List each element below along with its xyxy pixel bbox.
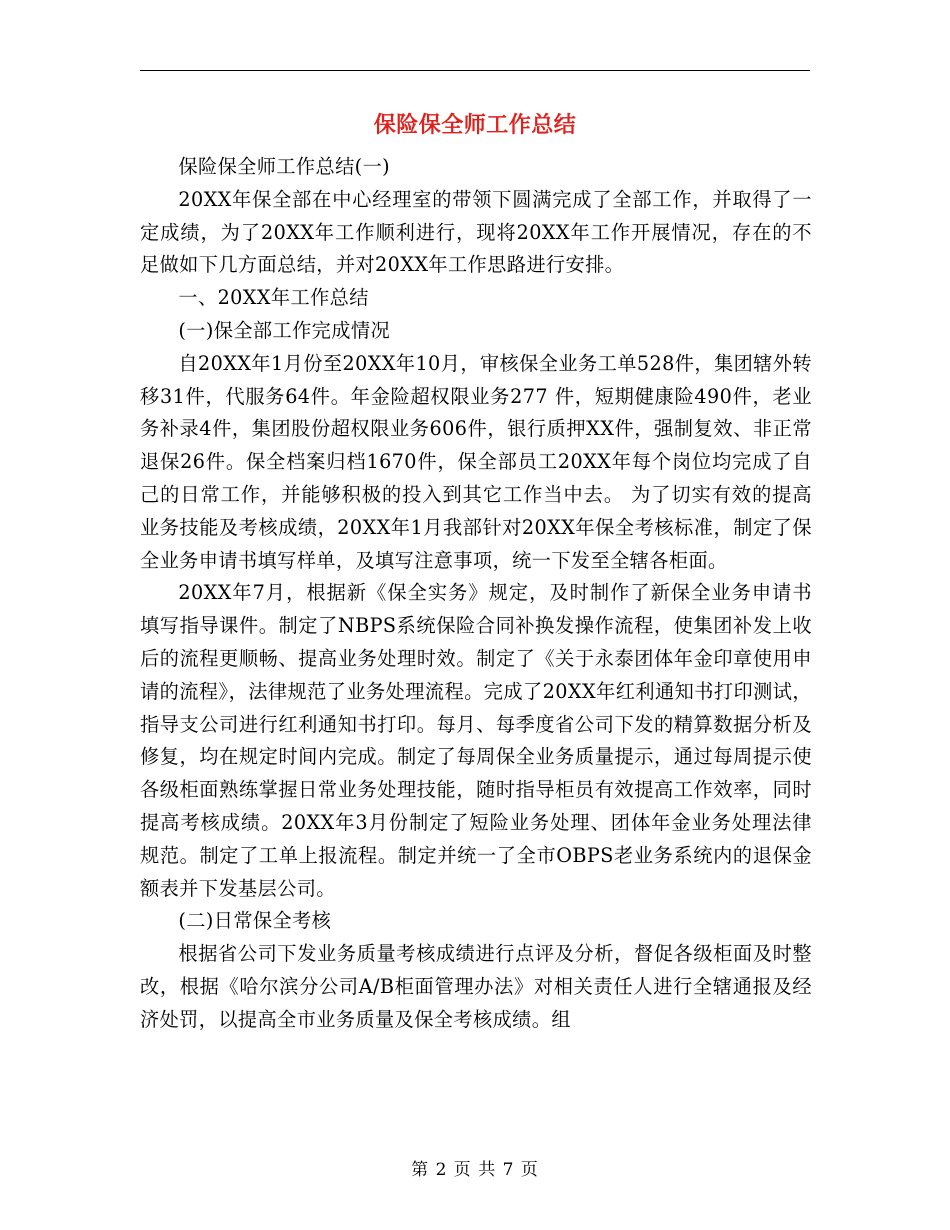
paragraph-body: 20XX年7月，根据新《保全实务》规定，及时制作了新保全业务申请书填写指导课件。制定了NBPS系统保险合同补换发操作流程，使集团补发上收后的流程更顺畅、提高业务处理时效。制定了《关于永泰团体年金印章使用申请的流程》，法律规范了业务处理流程。完成了20XX年红利通知书打印测试，指导支公司进行红利通知书打印。每月、每季度省公司下发的精算数据分析及修复，均在规定时间内完成。制定了每周保全业务质量提示，通过每周提示使各级柜面熟练掌握日常业务处理技能，随时指导柜员有效提高工作效率，同时提高考核成绩。20XX年3月份制定了短险业务处理、团体年金业务处理法律规范。制定了工单上报流程。制定并统一了全市OBPS老业务系统内的退保金额表并下发基层公司。 bbox=[140, 581, 812, 900]
paragraph-intro: 20XX年保全部在中心经理室的带领下圆满完成了全部工作，并取得了一定成绩，为了20XX年工作顺利进行，现将20XX年工作开展情况，存在的不足做如下几方面总结，并对20XX年工作思路进行安排。 bbox=[140, 187, 812, 277]
section-heading: 一、20XX年工作总结 bbox=[178, 286, 369, 310]
subsection-heading: (一)保全部工作完成情况 bbox=[178, 318, 391, 342]
paragraph-body: 根据省公司下发业务质量考核成绩进行点评及分析，督促各级柜面及时整改，根据《哈尔滨分公司A/B柜面管理办法》对相关责任人进行全辖通报及经济处罚，以提高全市业务质量及保全考核成绩。组 bbox=[140, 942, 812, 1031]
page-number-footer: 第 2 页 共 7 页 bbox=[411, 1160, 539, 1180]
paragraph-subtitle: 保险保全师工作总结(一) bbox=[178, 155, 391, 178]
subsection-heading: (二)日常保全考核 bbox=[178, 909, 332, 933]
header-rule bbox=[140, 70, 810, 71]
paragraph-body: 自20XX年1月份至20XX年10月，审核保全业务工单528件，集团辖外转移31件，代服务64件。年金险超权限业务277 件，短期健康险490件，老业务补录4件，集团股份超权限业务606件，银行质押XX件，强制复效、非正常退保26件。保全档案归档1670件，保全部员工20XX年每个岗位均完成了自己的日常工作，并能够积极的投入到其它工作当中去。 为了切实有效的提高业务技能及考核成绩，20XX年1月我部针对20XX年保全考核标准，制定了保全业务申请书填写样单，及填写注意事项，统一下发至全辖各柜面。 bbox=[140, 351, 812, 572]
document-body bbox=[140, 151, 812, 1037]
document-title: 保险保全师工作总结 bbox=[373, 112, 577, 138]
